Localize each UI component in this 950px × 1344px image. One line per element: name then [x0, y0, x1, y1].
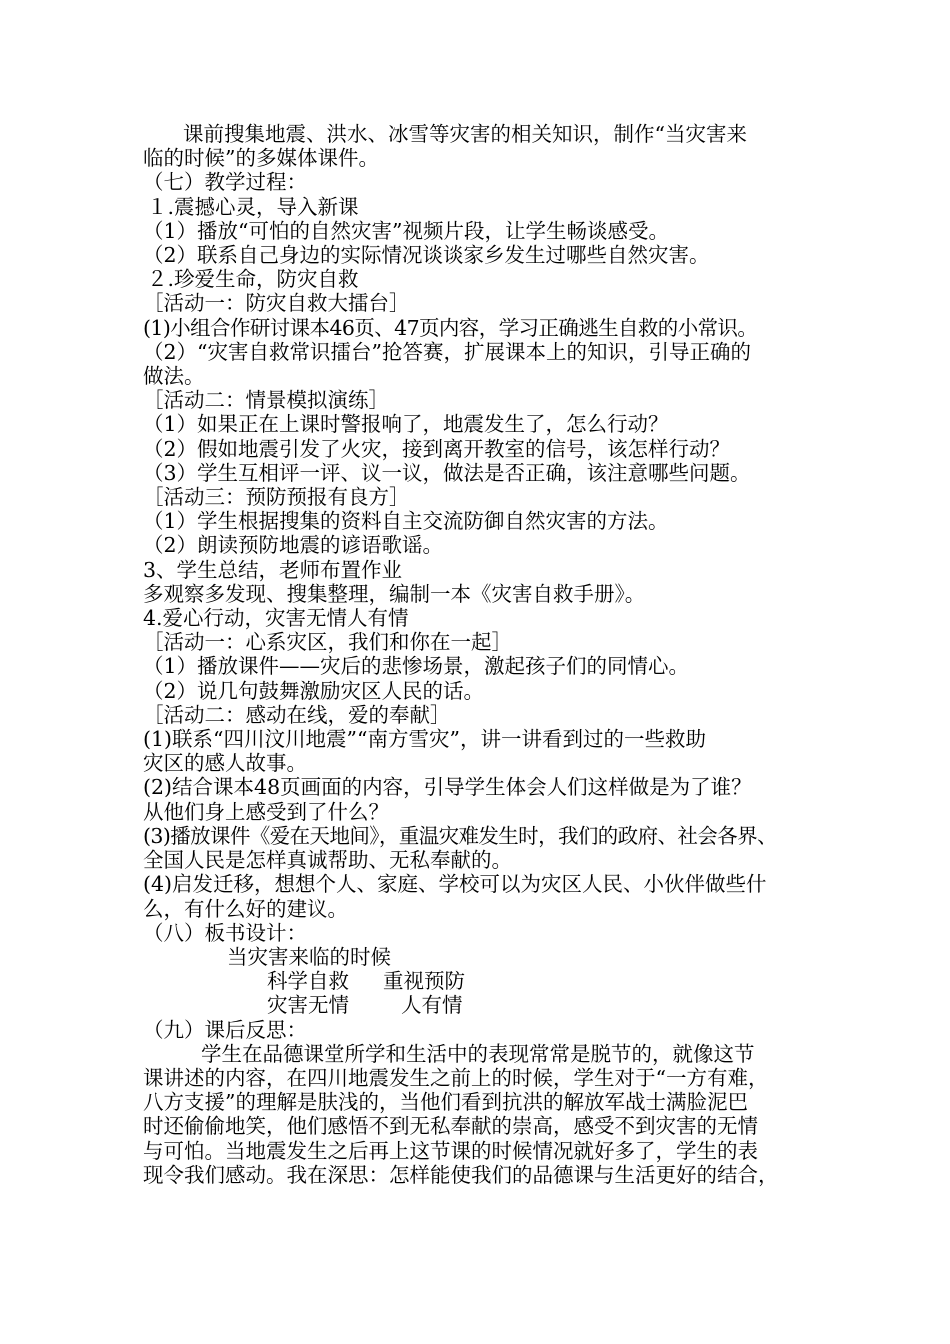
list-item: (1)联系“四川汶川地震”“南方雪灾”，讲一讲看到过的一些救助: [143, 727, 706, 752]
list-item-continuation: 从他们身上感受到了什么？: [143, 799, 389, 824]
paragraph-line: 现令我们感动。我在深思：怎样能使我们的品德课与生活更好的结合，: [143, 1162, 779, 1187]
paragraph-line: 课讲述的内容，在四川地震发生之前上的时候，学生对于“一方有难，: [143, 1065, 769, 1090]
paragraph-line: 多观察多发现、搜集整理，编制一本《灾害自救手册》。: [143, 581, 646, 606]
paragraph-line: 与可怕。当地震发生之后再上这节课的时候情况就好多了，学生的表: [143, 1138, 758, 1163]
list-item: （2）朗读预防地震的谚语歌谣。: [143, 533, 444, 558]
list-item-continuation: 灾区的感人故事。: [143, 751, 307, 776]
board-title: 当灾害来临的时候: [227, 944, 391, 969]
activity-heading: ［活动一：心系灾区，我们和你在一起］: [143, 630, 512, 655]
activity-heading: ［活动二：感动在线，爱的奉献］: [143, 702, 451, 727]
list-item: （3）学生互相评一评、议一议，做法是否正确，该注意哪些问题。: [143, 460, 751, 485]
paragraph-line: 学生在品德课堂所学和生活中的表现常常是脱节的，就像这节: [201, 1041, 755, 1066]
activity-heading: ［活动二：情景模拟演练］: [143, 388, 389, 413]
list-item-continuation: 做法。: [143, 364, 205, 389]
list-item: （1）播放“可怕的自然灾害”视频片段，让学生畅谈感受。: [143, 218, 670, 243]
step-heading: １.震撼心灵，导入新课: [147, 194, 359, 219]
step-heading: ２.珍爱生命，防灾自救: [147, 267, 359, 292]
board-row: [143, 993, 823, 1017]
list-item: （2）假如地震引发了火灾，接到离开教室的信号，该怎样行动？: [143, 436, 731, 461]
activity-heading: ［活动三：预防预报有良方］: [143, 485, 410, 510]
activity-heading: ［活动一：防灾自救大擂台］: [143, 291, 410, 316]
paragraph-line: 临的时候”的多媒体课件。: [143, 146, 379, 171]
paragraph-line: 时还偷偷地笑，他们感悟不到无私奉献的崇高，感受不到灾害的无情: [143, 1114, 758, 1139]
section-heading: （八）板书设计：: [143, 920, 307, 945]
paragraph-line: 八方支援”的理解是肤浅的，当他们看到抗洪的解放军战士满脸泥巴: [143, 1090, 748, 1115]
list-item: (1)小组合作研讨课本46页、47页内容，学习正确逃生自救的小常识。: [143, 315, 758, 340]
board-cell: 灾害无情: [267, 993, 349, 1018]
list-item: （1）如果正在上课时警报响了，地震发生了，怎么行动？: [143, 412, 669, 437]
board-cell: 人有情: [401, 993, 463, 1018]
list-item: (2)结合课本48页画面的内容，引导学生体会人们这样做是为了谁？: [143, 775, 752, 800]
paragraph-line: 课前搜集地震、洪水、冰雪等灾害的相关知识，制作“当灾害来: [183, 122, 747, 146]
list-item: (4)启发迁移，想想个人、家庭、学校可以为灾区人民、小伙伴做些什: [143, 872, 767, 897]
section-heading: （九）课后反思：: [143, 1017, 307, 1042]
list-item: （2）“灾害自救常识擂台”抢答赛，扩展课本上的知识，引导正确的: [143, 339, 752, 364]
step-heading: 4.爱心行动，灾害无情人有情: [143, 606, 409, 631]
list-item: （2）联系自己身边的实际情况谈谈家乡发生过哪些自然灾害。: [143, 243, 710, 268]
board-cell: 科学自救: [267, 969, 349, 994]
list-item: （1）播放课件——灾后的悲惨场景，激起孩子们的同情心。: [143, 654, 690, 679]
step-heading: 3、学生总结，老师布置作业: [143, 557, 403, 582]
list-item: (3)播放课件《爱在天地间》，重温灾难发生时，我们的政府、社会各界、: [143, 823, 777, 848]
document-page: [143, 122, 823, 1187]
list-item: （1）学生根据搜集的资料自主交流防御自然灾害的方法。: [143, 509, 669, 534]
board-cell: 重视预防: [383, 969, 465, 994]
list-item-continuation: 全国人民是怎样真诚帮助、无私奉献的。: [143, 848, 512, 873]
list-item: （2）说几句鼓舞激励灾区人民的话。: [143, 678, 485, 703]
list-item-continuation: 么，有什么好的建议。: [143, 896, 348, 921]
board-row: [143, 969, 823, 993]
section-heading: （七）教学过程：: [143, 170, 307, 195]
